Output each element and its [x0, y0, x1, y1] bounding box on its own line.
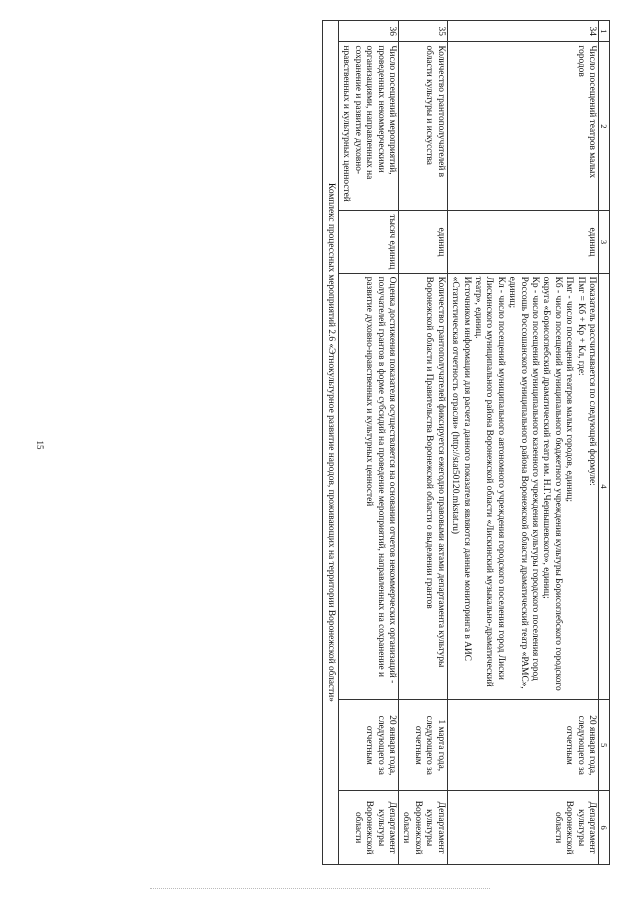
description-line: Пмг - число посещений театров малых городов, единиц;: [564, 276, 575, 502]
indicator-description: [339, 273, 399, 700]
deadline: 1 марта года, следующего за отчетным: [399, 700, 448, 791]
table-row: [339, 21, 399, 865]
description-line: Оценка достижения показателя осуществляется на основании отчетов некоммерческих организаций - получателей грантов в форме субсидий на проведение мероприятий, направленных на сохранение и развитие духовно-нравственных и культурных ценностей: [364, 276, 398, 684]
indicator-description: [399, 273, 448, 700]
section-row: [322, 21, 338, 865]
indicator-name: Число посещений мероприятий, проведенных некоммерческими организациями, направленных на сохранение и развитие духовно-нравственных и культурных ценностей: [339, 42, 399, 211]
scan-edge-line: [150, 888, 490, 889]
header-col-3: 3: [599, 211, 610, 273]
unit: единиц: [399, 211, 448, 273]
description-line: Кл - число посещений муниципального автономного учреждения городского поселения город Лиски Лискинского муниципального района Воронежской области «Лискинский музыкально-драматический театр», единиц.: [472, 276, 506, 687]
indicator-description: [447, 273, 598, 700]
header-col-4: 4: [599, 273, 610, 700]
row-number: 34: [447, 21, 598, 42]
row-number: 35: [399, 21, 448, 42]
formula-line: Пмг = Кб + Кр + Кл, где:: [575, 276, 586, 376]
table-row: [447, 21, 598, 865]
description-line: Количество грантополучателей фиксируется ежегодно правовыми актами департамента культуры Воронежской области и Правительства Воронежской области о выделении грантов: [424, 276, 446, 668]
indicator-name: Количество грантополучателей в области культуры и искусства: [399, 42, 448, 211]
responsible: Департамент культуры Воронежской области: [399, 791, 448, 865]
description-line: Кр - число посещений муниципального казенного учреждения культуры городского поселения город Россошь Россошанского муниципального района Воронежской области драматический театр «РАМС», единиц;: [507, 276, 540, 689]
header-col-5: 5: [599, 700, 610, 791]
indicators-table: [322, 20, 610, 865]
table-row: [399, 21, 448, 865]
header-col-6: 6: [599, 791, 610, 865]
description-line: Показатель рассчитывается по следующей формуле:: [587, 276, 597, 486]
description-line: Источником информации для расчета данного показателя являются данные мониторинга в АИС «Статистическая отчетность отрасли» (http://stat50120.mkstat.ru): [450, 276, 472, 661]
indicator-name: Число посещений театров малых городов: [447, 42, 598, 211]
unit: тысяч единиц: [339, 211, 399, 273]
responsible: Департамент культуры Воронежской области: [447, 791, 598, 865]
page-number: 15: [35, 440, 45, 450]
section-title: Комплекс процессных мероприятий 2.6 «Этнокультурное развитие народов, проживающих на территории Воронежской области»: [322, 21, 338, 865]
description-line: Кб - число посещений муниципального бюджетного учреждения культуры Борисоглебского городского округа «Борисоглебский драматический театр им. Н.Г.Чернышевского», единиц;: [541, 276, 563, 691]
rotated-table-page: [65, 20, 610, 865]
unit: единиц: [447, 211, 598, 273]
row-number: 36: [339, 21, 399, 42]
deadline: 20 января года, следующего за отчетным: [447, 700, 598, 791]
header-col-2: 2: [599, 42, 610, 211]
header-col-1: 1: [599, 21, 610, 42]
deadline: 20 января года, следующего за отчетным: [339, 700, 399, 791]
table-header-row: [599, 21, 610, 865]
responsible: Департамент культуры Воронежской области: [339, 791, 399, 865]
